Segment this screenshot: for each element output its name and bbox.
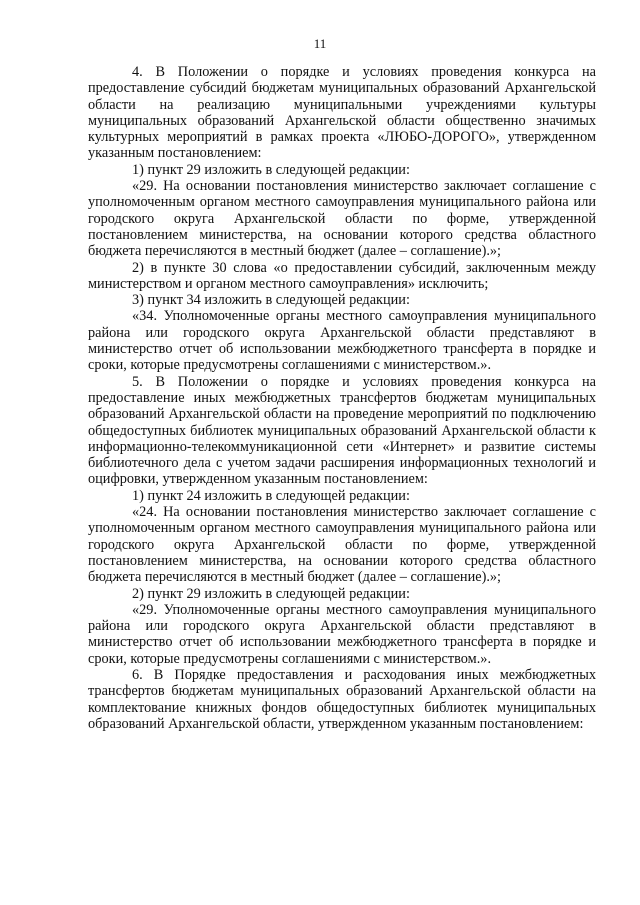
paragraph-quote-24: «24. На основании постановления министерство заключает соглашение с уполномоченным органом местного самоуправления муниципального района или городского округа Архангельской области по форме, утвержденной постановлением министерства, на основании которого средства областного бюджета перечисляются в местный бюджет (далее – соглашение).»; (88, 504, 596, 586)
paragraph-subitem-4-3: 3) пункт 34 изложить в следующей редакции: (132, 292, 410, 309)
paragraph-quote-34: «34. Уполномоченные органы местного самоуправления муниципального района или городского округа Архангельской области представляют в министерство отчет об использовании межбюджетного трансферта в порядке и сроки, которые предусмотрены соглашениями с министерством.». (88, 308, 596, 374)
paragraph-item-4: 4. В Положении о порядке и условиях проведения конкурса на предоставление субсидий бюджетам муниципальных образований Архангельской области на реализацию муниципальными учреждениями культуры муниципальных образований Архангельской области общественно значимых культурных мероприятий в рамках проекта «ЛЮБО-ДОРОГО», утвержденном указанным постановлением: (88, 64, 596, 162)
paragraph-subitem-5-2: 2) пункт 29 изложить в следующей редакции: (132, 585, 410, 602)
document-body (88, 64, 596, 732)
paragraph-subitem-5-1: 1) пункт 24 изложить в следующей редакции: (132, 487, 410, 504)
paragraph-item-6: 6. В Порядке предоставления и расходования иных межбюджетных трансфертов бюджетам муниципальных образований Архангельской области на комплектование книжных фондов общедоступных библиотек муниципальных образований Архангельской области, утвержденном указанным постановлением: (88, 666, 596, 732)
paragraph-subitem-4-1: 1) пункт 29 изложить в следующей редакции: (132, 161, 410, 178)
paragraph-quote-29: «29. На основании постановления министерство заключает соглашение с уполномоченным органом местного самоуправления муниципального района или городского округа Архангельской области по форме, утвержденной постановлением министерства, на основании которого средства областного бюджета перечисляются в местный бюджет (далее – соглашение).»; (88, 178, 596, 260)
paragraph-subitem-4-2: 2) в пункте 30 слова «о предоставлении субсидий, заключенным между министерством и органом местного самоуправления» исключить; (88, 259, 596, 292)
paragraph-quote-29-b: «29. Уполномоченные органы местного самоуправления муниципального района или городского округа Архангельской области представляют в министерство отчет об использовании межбюджетного трансферта в порядке и сроки, которые предусмотрены соглашениями с министерством.». (88, 601, 596, 667)
paragraph-item-5: 5. В Положении о порядке и условиях проведения конкурса на предоставление иных межбюджетных трансфертов бюджетам муниципальных образований Архангельской области на проведение мероприятий по подключению общедоступных библиотек муниципальных образований Архангельской области к информационно-телекоммуникационной сети «Интернет» и развитие системы библиотечного дела с учетом задачи расширения информационных технологий и оцифровки, утвержденном указанным постановлением: (88, 373, 596, 488)
page-number: 11 (313, 36, 327, 51)
